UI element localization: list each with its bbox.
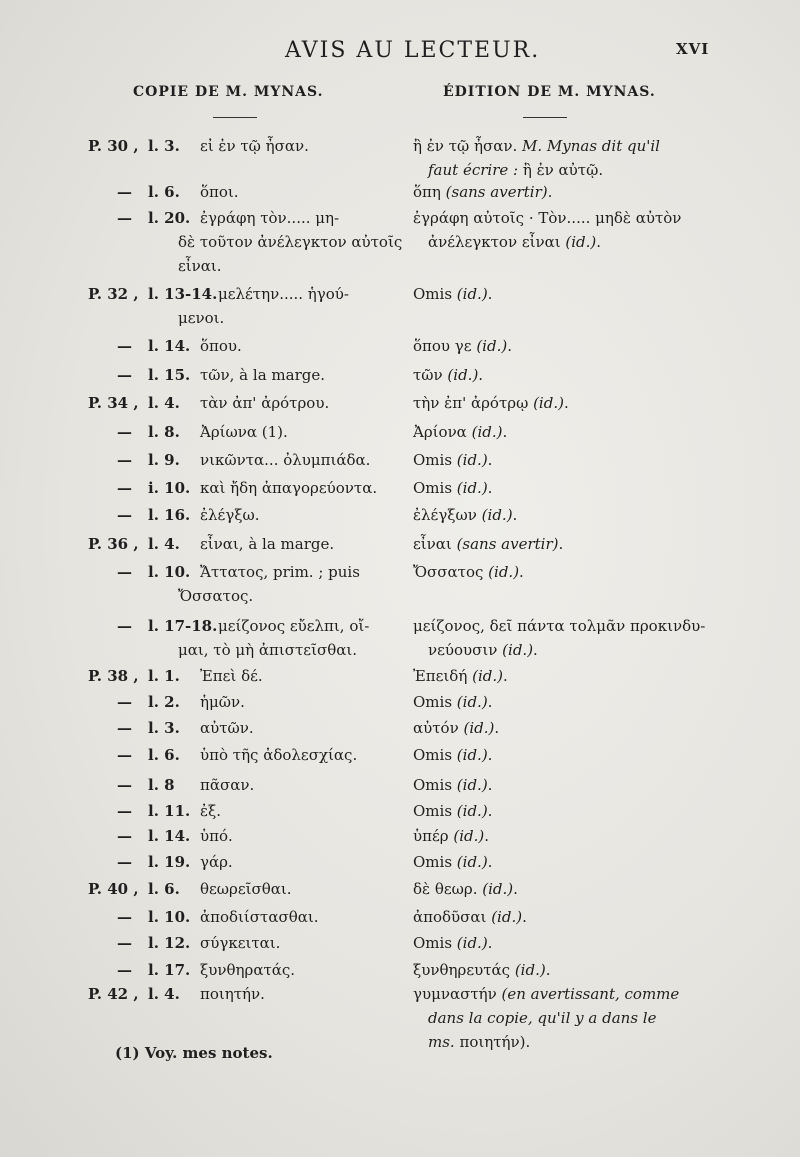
page-reference: P. 30 ,	[88, 137, 139, 155]
copy-reading: νικῶντα... ὀλυμπιάδα.	[200, 451, 371, 469]
copy-reading: ὑπὸ τῆς ἀδολεσχίας.	[200, 746, 358, 764]
line-reference: l. 6.	[148, 746, 180, 764]
copy-reading: εἰ ἐν τῷ ἦσαν.	[200, 137, 309, 155]
copy-reading: μελέτην..... ἡγού-	[218, 285, 349, 303]
edition-reading: Omis (id.).	[413, 693, 493, 711]
line-reference: l. 17.	[148, 961, 191, 979]
line-reference: l. 3.	[148, 719, 180, 737]
copy-reading: Ἐπεὶ δέ.	[200, 667, 263, 685]
edition-reading: μείζονος, δεῖ πάντα τολμᾶν προκινδυ-	[413, 617, 706, 635]
edition-reading: Omis (id.).	[413, 285, 493, 303]
page-reference: P. 38 ,	[88, 667, 139, 685]
ditto-dash: —	[117, 934, 132, 952]
copy-reading: μείζονος εὔελπι, οἴ-	[218, 617, 370, 635]
edition-reading: ἀνέλεγκτον εἶναι (id.).	[428, 233, 602, 251]
edition-reading: Ἀρίονα (id.).	[413, 423, 508, 441]
line-reference: l. 14.	[148, 827, 191, 845]
ditto-dash: —	[117, 563, 132, 581]
edition-reading: Omis (id.).	[413, 746, 493, 764]
ditto-dash: —	[117, 479, 132, 497]
edition-reading: Omis (id.).	[413, 853, 493, 871]
copy-reading: γάρ.	[200, 853, 233, 871]
edition-reading: ἀποδῦσαι (id.).	[413, 908, 527, 926]
ditto-dash: —	[117, 746, 132, 764]
line-reference: l. 13-14.	[148, 285, 218, 303]
copy-reading: δὲ τοῦτον ἀνέλεγκτον αὐτοῖς	[178, 233, 403, 251]
copy-reading: τῶν, à la marge.	[200, 366, 325, 384]
page-reference: P. 42 ,	[88, 985, 139, 1003]
copy-reading: πᾶσαν.	[200, 776, 255, 794]
copy-reading: ὅπου.	[200, 337, 242, 355]
copy-reading: ὅποι.	[200, 183, 239, 201]
right-column-heading: ÉDITION DE M. MYNAS.	[443, 84, 656, 100]
edition-reading: ὑπέρ (id.).	[413, 827, 489, 845]
copy-reading: Ὄσσατος.	[178, 587, 254, 605]
line-reference: l. 10.	[148, 908, 191, 926]
edition-reading: νεύουσιν (id.).	[428, 641, 538, 659]
page-reference: P. 40 ,	[88, 880, 139, 898]
edition-reading: ἐγράφη αὐτοῖς · Τὸν..... μηδὲ αὐτὸν	[413, 209, 682, 227]
copy-reading: εἶναι, à la marge.	[200, 535, 335, 553]
line-reference: l. 11.	[148, 802, 191, 820]
edition-reading: Omis (id.).	[413, 802, 493, 820]
left-heading-rule	[213, 117, 257, 118]
edition-reading: Omis (id.).	[413, 776, 493, 794]
edition-reading: Omis (id.).	[413, 934, 493, 952]
line-reference: l. 2.	[148, 693, 180, 711]
copy-reading: ὑπό.	[200, 827, 233, 845]
copy-reading: θεωρεῖσθαι.	[200, 880, 292, 898]
copy-reading: ποιητήν.	[200, 985, 265, 1003]
edition-reading: ξυνθηρευτάς (id.).	[413, 961, 551, 979]
copy-reading: ἀποδιίστασθαι.	[200, 908, 319, 926]
page-reference: P. 32 ,	[88, 285, 139, 303]
line-reference: l. 6.	[148, 880, 180, 898]
line-reference: l. 3.	[148, 137, 180, 155]
edition-reading: Ἐπειδή (id.).	[413, 667, 508, 685]
edition-reading: Omis (id.).	[413, 451, 493, 469]
edition-reading: dans la copie, qu'il y a dans le	[428, 1009, 657, 1027]
line-reference: l. 6.	[148, 183, 180, 201]
ditto-dash: —	[117, 366, 132, 384]
ditto-dash: —	[117, 209, 132, 227]
line-reference: l. 8.	[148, 423, 180, 441]
line-reference: l. 4.	[148, 394, 180, 412]
ditto-dash: —	[117, 423, 132, 441]
edition-reading: τῶν (id.).	[413, 366, 484, 384]
edition-reading: γυμναστήν (en avertissant, comme	[413, 985, 680, 1003]
line-reference: l. 10.	[148, 563, 191, 581]
edition-reading: ἢ ἐν τῷ ἦσαν. M. Mynas dit qu'il	[413, 137, 660, 155]
ditto-dash: —	[117, 337, 132, 355]
edition-reading: αὐτόν (id.).	[413, 719, 500, 737]
line-reference: l. 4.	[148, 985, 180, 1003]
ditto-dash: —	[117, 451, 132, 469]
ditto-dash: —	[117, 827, 132, 845]
copy-reading: Ἄττατος, prim. ; puis	[200, 563, 360, 581]
edition-reading: ἐλέγξων (id.).	[413, 506, 518, 524]
line-reference: l. 17-18.	[148, 617, 218, 635]
edition-reading: Omis (id.).	[413, 479, 493, 497]
copy-reading: σύγκειται.	[200, 934, 281, 952]
line-reference: l. 19.	[148, 853, 191, 871]
line-reference: i. 10.	[148, 479, 191, 497]
edition-reading: ὅπη (sans avertir).	[413, 183, 553, 201]
edition-reading: τὴν ἐπ' ἀρότρῳ (id.).	[413, 394, 569, 412]
page-header	[0, 38, 800, 78]
line-reference: l. 9.	[148, 451, 180, 469]
copy-reading: καὶ ἤδη ἀπαγορεύοντα.	[200, 479, 378, 497]
right-heading-rule	[523, 117, 567, 118]
edition-reading: ms. ποιητήν).	[428, 1033, 531, 1051]
copy-reading: εἶναι.	[178, 257, 222, 275]
edition-reading: faut écrire : ἢ ἐν αὐτῷ.	[428, 161, 604, 179]
ditto-dash: —	[117, 853, 132, 871]
ditto-dash: —	[117, 802, 132, 820]
copy-reading: μαι, τὸ μὴ ἀπιστεῖσθαι.	[178, 641, 358, 659]
ditto-dash: —	[117, 617, 132, 635]
page-reference: P. 34 ,	[88, 394, 139, 412]
copy-reading: μενοι.	[178, 309, 225, 327]
copy-reading: αὐτῶν.	[200, 719, 254, 737]
ditto-dash: —	[117, 908, 132, 926]
ditto-dash: —	[117, 183, 132, 201]
page-number: XVI	[676, 40, 710, 58]
line-reference: l. 8	[148, 776, 175, 794]
ditto-dash: —	[117, 961, 132, 979]
left-column-heading: COPIE DE M. MYNAS.	[133, 84, 324, 100]
ditto-dash: —	[117, 693, 132, 711]
copy-reading: ἐλέγξω.	[200, 506, 260, 524]
line-reference: l. 20.	[148, 209, 191, 227]
copy-reading: τὰν ἀπ' ἀρότρου.	[200, 394, 330, 412]
ditto-dash: —	[117, 719, 132, 737]
ditto-dash: —	[117, 506, 132, 524]
edition-reading: Ὄσσατος (id.).	[413, 563, 524, 581]
line-reference: l. 4.	[148, 535, 180, 553]
copy-reading: Ἀρίωνα (1).	[200, 423, 288, 441]
edition-reading: εἶναι (sans avertir).	[413, 535, 564, 553]
edition-reading: δὲ θεωρ. (id.).	[413, 880, 518, 898]
copy-reading: ξυνθηρατάς.	[200, 961, 296, 979]
line-reference: l. 16.	[148, 506, 191, 524]
copy-reading: ἐξ.	[200, 802, 222, 820]
edition-reading: ὅπου γε (id.).	[413, 337, 512, 355]
line-reference: l. 15.	[148, 366, 191, 384]
page-title: AVIS AU LECTEUR.	[285, 38, 541, 63]
page-reference: P. 36 ,	[88, 535, 139, 553]
copy-reading: ἐγράφη τὸν..... μη-	[200, 209, 340, 227]
line-reference: l. 12.	[148, 934, 191, 952]
line-reference: l. 14.	[148, 337, 191, 355]
footnote: (1) Voy. mes notes.	[115, 1044, 273, 1062]
ditto-dash: —	[117, 776, 132, 794]
line-reference: l. 1.	[148, 667, 180, 685]
copy-reading: ἡμῶν.	[200, 693, 245, 711]
